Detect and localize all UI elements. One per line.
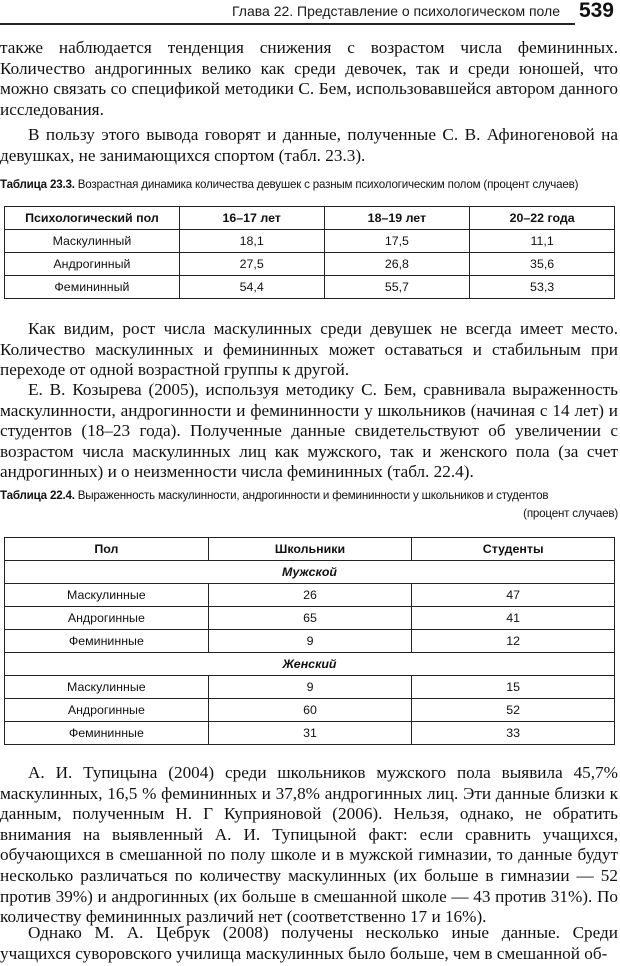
table-cell: 53,3 — [470, 276, 615, 299]
table-1-caption-text: Возрастная динамика количества девушек с разным психологическим полом (процент случаев) — [77, 178, 579, 191]
table-cell: 41 — [412, 607, 615, 630]
table-1-header-cell: Психологический пол — [5, 207, 180, 230]
group-label-male: Мужской — [5, 561, 615, 584]
table-cell: Маскулинные — [5, 676, 209, 699]
table-cell: Фемининный — [5, 276, 180, 299]
table-2-header-cell: Студенты — [412, 538, 615, 561]
table-cell: 35,6 — [470, 253, 615, 276]
header-rule — [0, 23, 575, 25]
chapter-title: Глава 22. Представление о психологическом поле — [231, 3, 560, 19]
table-cell: 15 — [412, 676, 615, 699]
table-2-caption-text: Выраженность маскулинности, андрогинности и фемининности у школьников и студентов — [77, 489, 549, 502]
table-row — [5, 276, 615, 299]
table-cell: 26 — [208, 584, 412, 607]
table-row — [5, 676, 615, 699]
table-cell: 11,1 — [470, 230, 615, 253]
table-1-header-row — [5, 207, 615, 230]
table-1-caption — [0, 177, 618, 193]
paragraph-6: Однако М. А. Цебрук (2008) получены несколько иные данные. Среди учащихся суворовского училища маскулинных было больше, чем в смешанной об- — [0, 923, 618, 963]
table-1-header-cell: 20–22 года — [470, 207, 615, 230]
table-cell: Фемининные — [5, 722, 209, 745]
table-cell: Маскулинные — [5, 584, 209, 607]
table-row — [5, 722, 615, 745]
table-row — [5, 630, 615, 653]
table-cell: 26,8 — [324, 253, 470, 276]
paragraph-1: также наблюдается тенденция снижения с возрастом числа фемининных. Количество андрогинных велико как среди девочек, так и среди юношей, что можно связать со спецификой методики С. Бем, использовавшейся автором данного исследования. — [0, 38, 618, 119]
table-2-caption — [0, 488, 618, 504]
table-cell: 52 — [412, 699, 615, 722]
paragraph-4: Е. В. Козырева (2005), используя методику С. Бем, сравнивала выраженность маскулинности, андрогинности и фемининности у школьников (начиная с 14 лет) и студентов (18–23 года). Полученные данные свидетельствуют об увеличении с возрастом числа маскулинных лиц как мужского, так и женского пола (за счет андрогинных) и о неизменности числа фемининных (табл. 22.4). — [0, 380, 618, 482]
table-1-caption-label: Таблица 23.3. — [0, 178, 75, 191]
table-cell: Андрогинные — [5, 607, 209, 630]
running-header — [0, 0, 620, 26]
table-cell: 55,7 — [324, 276, 470, 299]
table-cell: Андрогинный — [5, 253, 180, 276]
paragraph-5: А. И. Тупицына (2004) среди школьников мужского пола выявила 45,7% маскулинных, 16,5 % фемининных и 37,8% андрогинных лиц. Эти данные близки к данным, полученным Н. Г Куприяновой (2006). Нельзя, однако, не обратить внимания на выявленный А. И. Тупицыной факт: если сравнить учащихся, обучающихся в смешанной по полу школе и в мужской гимназии, то данные будут несколько различаться по количеству маскулинных (их больше в гимназии — 52 против 39%) и андрогинных (их больше в смешанной школе — 43 против 31%). По количеству фемининных различий нет (соответственно 17 и 16%). — [0, 763, 618, 927]
table-row — [5, 253, 615, 276]
table-cell: 60 — [208, 699, 412, 722]
table-cell: 47 — [412, 584, 615, 607]
table-2-header-cell: Школьники — [208, 538, 412, 561]
table-row — [5, 584, 615, 607]
table-cell: 27,5 — [179, 253, 324, 276]
table-cell: 17,5 — [324, 230, 470, 253]
table-cell: 12 — [412, 630, 615, 653]
table-1 — [4, 206, 615, 299]
paragraph-3: Как видим, рост числа маскулинных среди девушек не всегда имеет место. Количество маскулинных и фемининных может оставаться и стабильным при переходе от одной возрастной группы к другой. — [0, 319, 618, 380]
table-row — [5, 607, 615, 630]
table-1-header-cell: 18–19 лет — [324, 207, 470, 230]
table-2-header-cell: Пол — [5, 538, 209, 561]
table-row — [5, 699, 615, 722]
table-2-caption-label: Таблица 22.4. — [0, 489, 75, 502]
page-number: 539 — [578, 0, 614, 22]
table-cell: Андрогинные — [5, 699, 209, 722]
paragraph-2: В пользу этого вывода говорят и данные, полученные С. В. Афиногеновой на девушках, не занимающихся спортом (табл. 23.3). — [0, 125, 618, 165]
table-cell: 9 — [208, 676, 412, 699]
table-1-header-cell: 16–17 лет — [179, 207, 324, 230]
table-2-caption-line2: (процент случаев) — [523, 507, 618, 520]
table-group-row — [5, 653, 615, 676]
table-cell: 18,1 — [179, 230, 324, 253]
table-cell: Фемининные — [5, 630, 209, 653]
group-label-female: Женский — [5, 653, 615, 676]
table-group-row — [5, 561, 615, 584]
table-cell: 9 — [208, 630, 412, 653]
table-2 — [4, 537, 615, 745]
table-cell: 31 — [208, 722, 412, 745]
table-cell: 54,4 — [179, 276, 324, 299]
table-cell: 65 — [208, 607, 412, 630]
table-cell: 33 — [412, 722, 615, 745]
table-row — [5, 230, 615, 253]
table-cell: Маскулинный — [5, 230, 180, 253]
table-2-header-row — [5, 538, 615, 561]
